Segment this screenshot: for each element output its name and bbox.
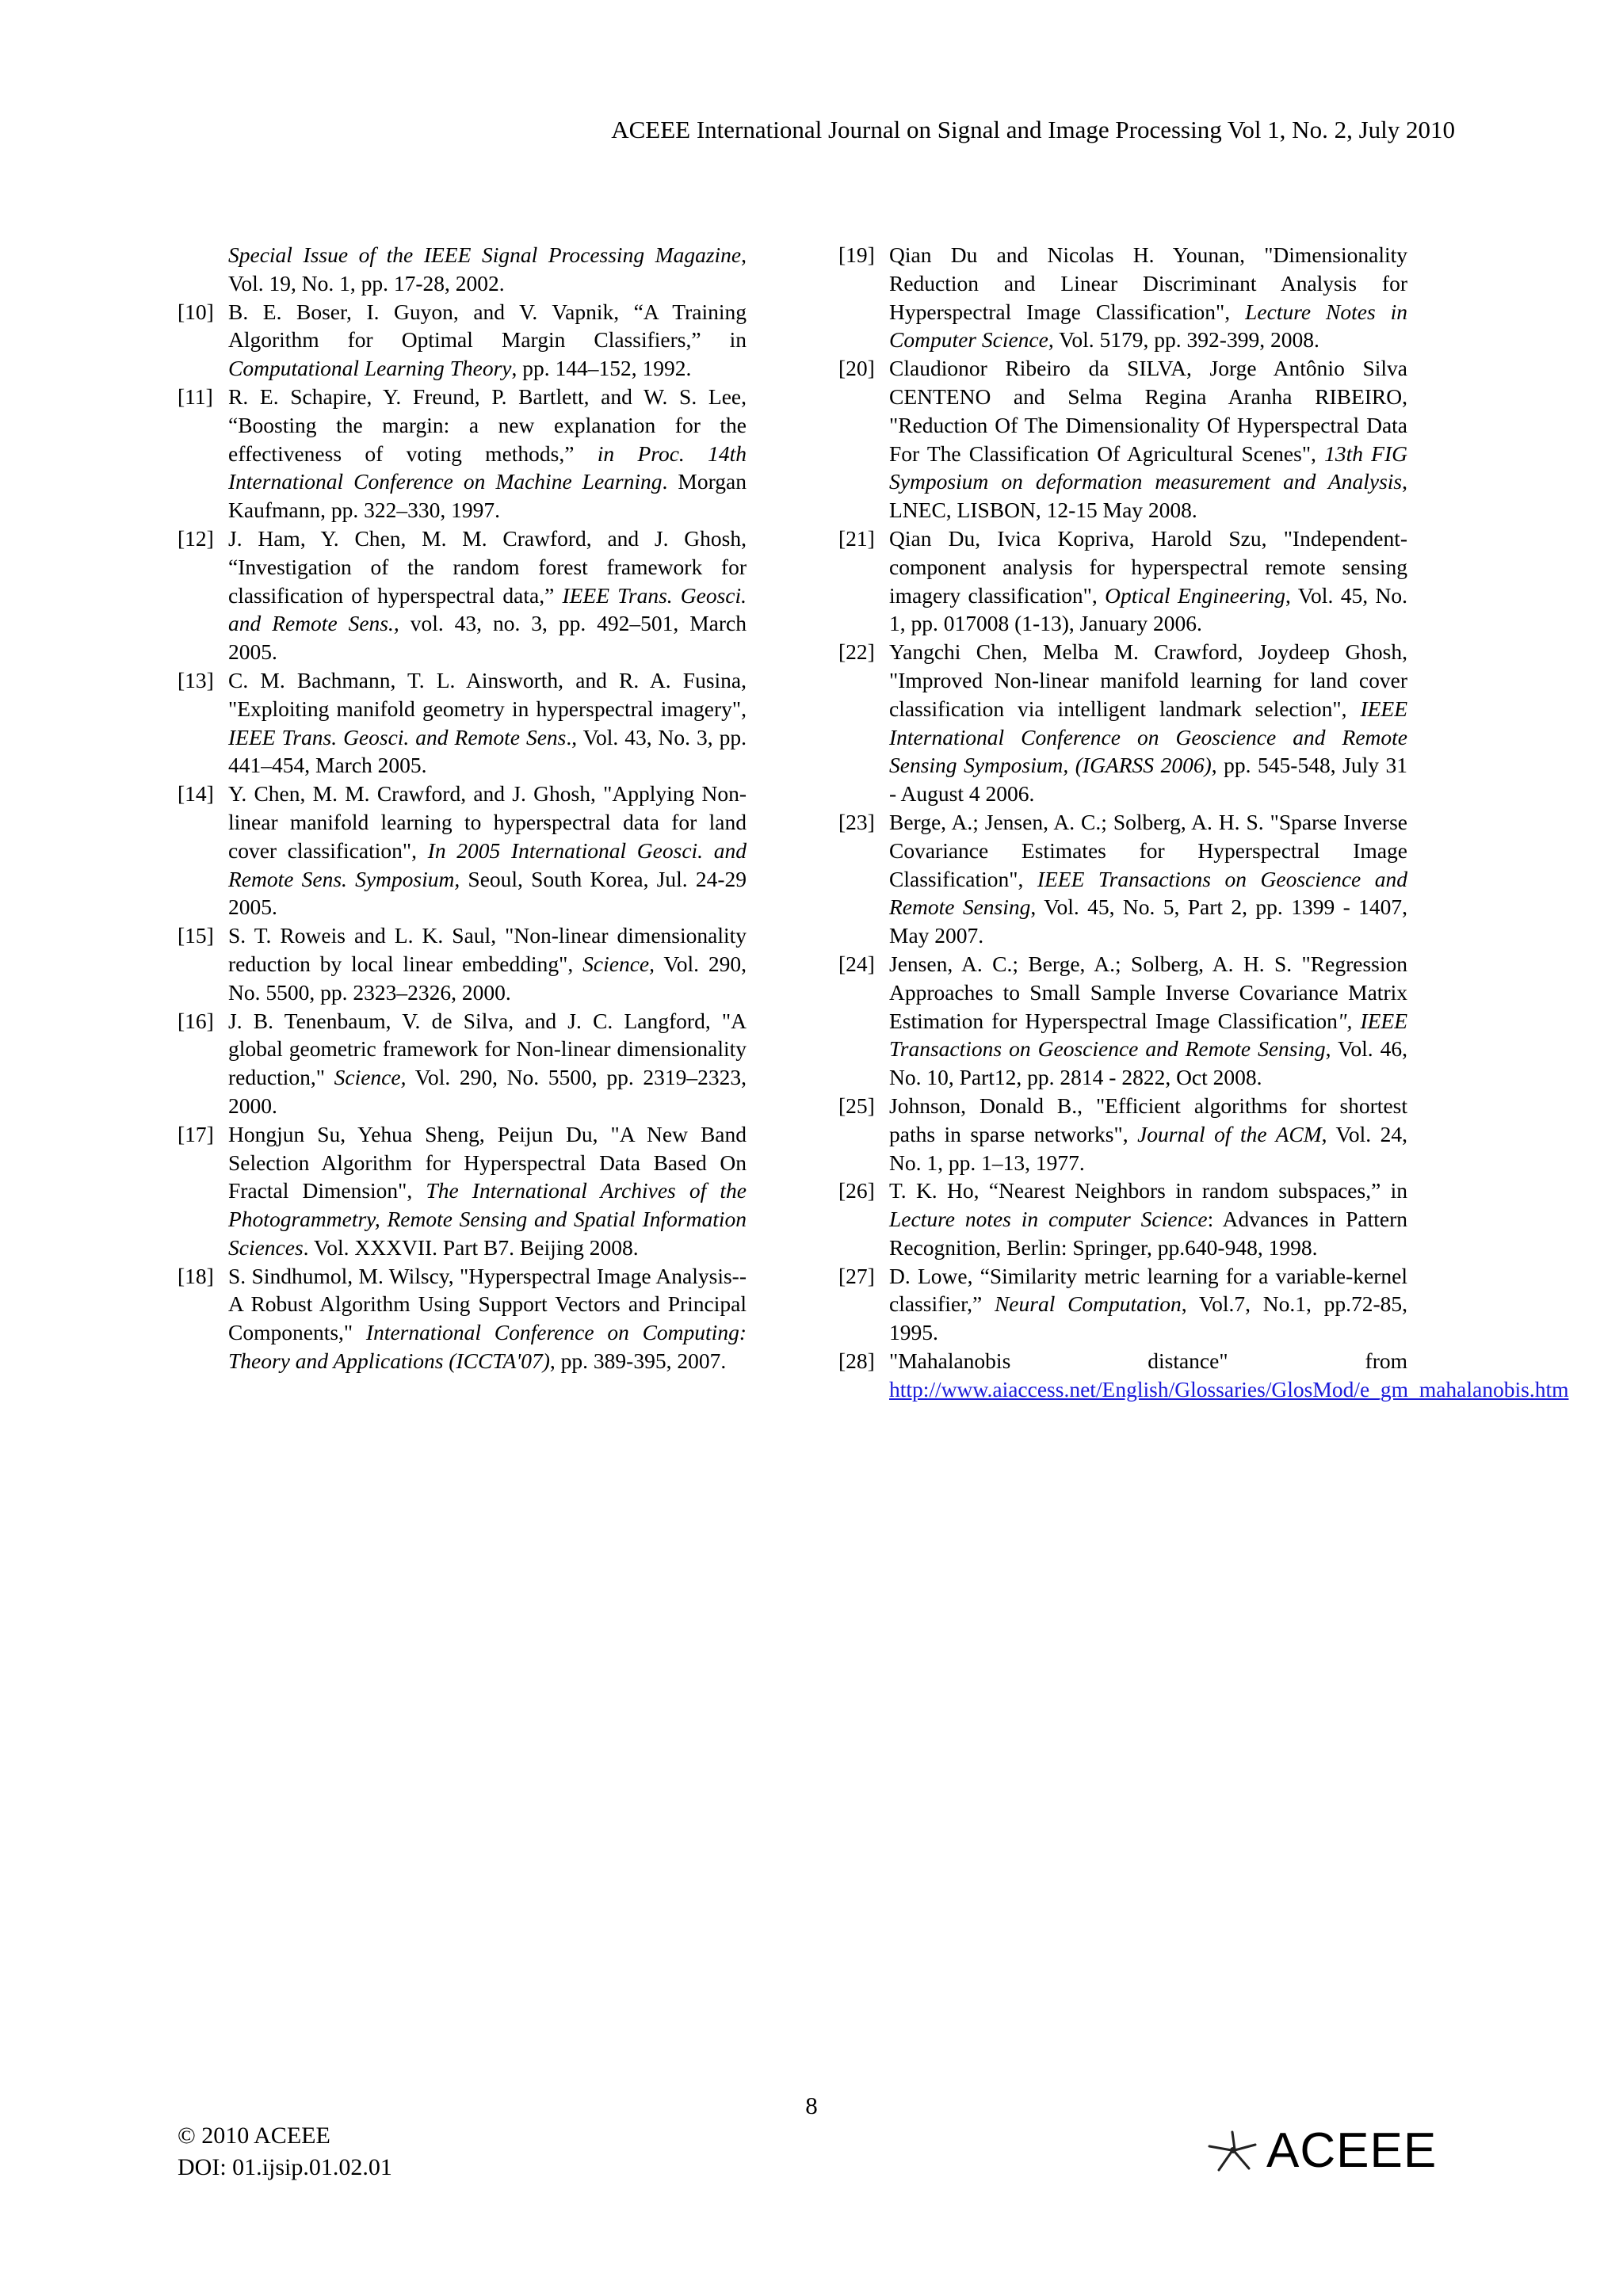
reference-text: D. Lowe, “Similarity metric learning for a variable-kernel classifier,” Neural Computation, Vol.7, No.1, pp.72-85, 1995. [889,1263,1407,1345]
reference-number: [15] [178,923,214,948]
reference-item [178,1007,747,1120]
reference-text: Berge, A.; Jensen, A. C.; Solberg, A. H. S. "Sparse Inverse Covariance Estimates for Hyperspectral Image Classification", IEEE Transactions on Geoscience and Remote Sensing, Vol. 45, No. 5, Part 2, pp. 1399 - 1407, May 2007. [889,809,1407,948]
footer [178,2120,392,2183]
reference-text: C. M. Bachmann, T. L. Ainsworth, and R. A. Fusina, "Exploiting manifold geometry in hyperspectral imagery", IEEE Trans. Geosci. and Remote Sens., Vol. 43, No. 3, pp. 441–454, March 2005. [228,667,747,778]
reference-text: Jensen, A. C.; Berge, A.; Solberg, A. H. S. "Regression Approaches to Small Sample Inverse Covariance Matrix Estimation for Hyperspectral Image Classification", IEEE Transactions on Geoscience and Remote Sensing, Vol. 46, No. 10, Part12, pp. 2814 - 2822, Oct 2008. [889,951,1408,1090]
aceee-logo [1205,2123,1458,2179]
references-right-column [838,241,1569,1404]
mahalanobis-link[interactable]: http://www.aiaccess.net/English/Glossaries/GlosMod/e_gm_mahalanobis.htm [889,1376,1569,1402]
reference-number: [20] [838,356,875,381]
reference-item [838,1092,1407,1177]
reference-text: Special Issue of the IEEE Signal Processing Magazine, Vol. 19, No. 1, pp. 17-28, 2002. [228,242,747,296]
reference-number: [13] [178,667,214,692]
reference-number: [27] [838,1263,875,1288]
reference-number: [14] [178,781,214,807]
reference-text: R. E. Schapire, Y. Freund, P. Bartlett, and W. S. Lee, “Boosting the margin: a new explanation for the effectiveness of voting methods,” in Proc. 14th International Conference on Machine Learning. Morgan Kaufmann, pp. 322–330, 1997. [228,383,747,523]
reference-number: [26] [838,1178,875,1203]
reference-number: [19] [838,242,875,267]
reference-item [838,638,1407,808]
reference-item [838,524,1407,638]
reference-item [838,950,1407,1092]
reference-item [838,1177,1407,1261]
reference-text: T. K. Ho, “Nearest Neighbors in random subspaces,” in Lecture notes in computer Science: Advances in Pattern Recognition, Berlin: Springer, pp.640-948, 1998. [889,1178,1407,1260]
reference-text: Claudionor Ribeiro da SILVA, Jorge Antônio Silva CENTENO and Selma Regina Aranha RIBEIRO, "Reduction Of The Dimensionality Of Hyperspectral Data For The Classification Of Agricultural Scenes", 13th FIG Symposium on deformation measurement and Analysis, LNEC, LISBON, 12-15 May 2008. [889,356,1407,523]
reference-item [178,383,747,524]
reference-text: J. Ham, Y. Chen, M. M. Crawford, and J. Ghosh, “Investigation of the random forest framework for classification of hyperspectral data,” IEEE Trans. Geosci. and Remote Sens., vol. 43, no. 3, pp. 492–501, March 2005. [228,525,747,665]
reference-text: Yangchi Chen, Melba M. Crawford, Joydeep Ghosh, "Improved Non-linear manifold learning for land cover classification via intelligent landmark selection", IEEE International Conference on Geoscience and Remote Sensing Symposium, (IGARSS 2006), pp. 545-548, July 31 - August 4 2006. [889,639,1408,807]
reference-number: [25] [838,1093,875,1118]
reference-number: [23] [838,809,875,834]
reference-text: S. T. Roweis and L. K. Saul, "Non-linear dimensionality reduction by local linear embedding", Science, Vol. 290, No. 5500, pp. 2323–2326, 2000. [228,923,747,1005]
references-left-column [178,241,747,1375]
reference-item [838,354,1407,524]
reference-text: "Mahalanobis distance" from http://www.aiaccess.net/English/Glossaries/GlosMod/e_gm_mahalanobis.htm [889,1348,1569,1402]
reference-text: S. Sindhumol, M. Wilscy, "Hyperspectral Image Analysis--A Robust Algorithm Using Support Vectors and Principal Components," International Conference on Computing: Theory and Applications (ICCTA'07), pp. 389-395, 2007. [228,1263,747,1374]
reference-item [178,1262,747,1375]
reference-text: Johnson, Donald B., "Efficient algorithms for shortest paths in sparse networks", Journal of the ACM, Vol. 24, No. 1, pp. 1–13, 1977. [889,1093,1408,1175]
reference-item [178,241,747,298]
reference-item [838,808,1407,950]
reference-item [178,524,747,666]
reference-number: [22] [838,639,875,665]
star-figure-icon [1205,2126,1260,2176]
reference-item [178,666,747,780]
page-number: 8 [805,2092,818,2119]
reference-text: J. B. Tenenbaum, V. de Silva, and J. C. Langford, "A global geometric framework for Non-linear dimensionality reduction," Science, Vol. 290, No. 5500, pp. 2319–2323, 2000. [228,1008,747,1118]
reference-item [178,1120,747,1262]
reference-number: [12] [178,525,214,551]
reference-item [838,1262,1407,1347]
reference-text: Hongjun Su, Yehua Sheng, Peijun Du, "A New Band Selection Algorithm for Hyperspectral Data Based On Fractal Dimension", The International Archives of the Photogrammetry, Remote Sensing and Spatial Information Sciences. Vol. XXXVII. Part B7. Beijing 2008. [228,1121,747,1260]
copyright-text: © 2010 ACEEE [178,2122,330,2149]
reference-text: Qian Du, Ivica Kopriva, Harold Szu, "Independent-component analysis for hyperspectral remote sensing imagery classification", Optical Engineering, Vol. 45, No. 1, pp. 017008 (1-13), January 2006. [889,525,1407,636]
reference-text: Qian Du and Nicolas H. Younan, "Dimensionality Reduction and Linear Discriminant Analysis for Hyperspectral Image Classification", Lecture Notes in Computer Science, Vol. 5179, pp. 392-399, 2008. [889,242,1408,353]
reference-number: [28] [838,1348,875,1374]
reference-number: [11] [178,383,213,409]
reference-number: [21] [838,525,875,551]
reference-number: [10] [178,299,214,324]
reference-number: [18] [178,1263,214,1288]
reference-number: [16] [178,1008,214,1033]
reference-number: [24] [838,951,875,976]
reference-text: Y. Chen, M. M. Crawford, and J. Ghosh, "Applying Non-linear manifold learning to hyperspectral data for land cover classification", In 2005 International Geosci. and Remote Sens. Symposium, Seoul, South Korea, Jul. 24-29 2005. [228,781,747,920]
logo-text: ACEEE [1266,2123,1438,2178]
reference-number: [17] [178,1121,214,1146]
doi-text: DOI: 01.ijsip.01.02.01 [178,2154,392,2180]
reference-item [178,921,747,1006]
reference-item [838,1347,1569,1404]
journal-header: ACEEE International Journal on Signal and Image Processing Vol 1, No. 2, July 2010 [611,116,1455,143]
reference-item [838,241,1407,354]
reference-item [178,780,747,921]
reference-text: B. E. Boser, I. Guyon, and V. Vapnik, “A Training Algorithm for Optimal Margin Classifiers,” in Computational Learning Theory, pp. 144–152, 1992. [228,299,747,381]
reference-item [178,298,747,383]
